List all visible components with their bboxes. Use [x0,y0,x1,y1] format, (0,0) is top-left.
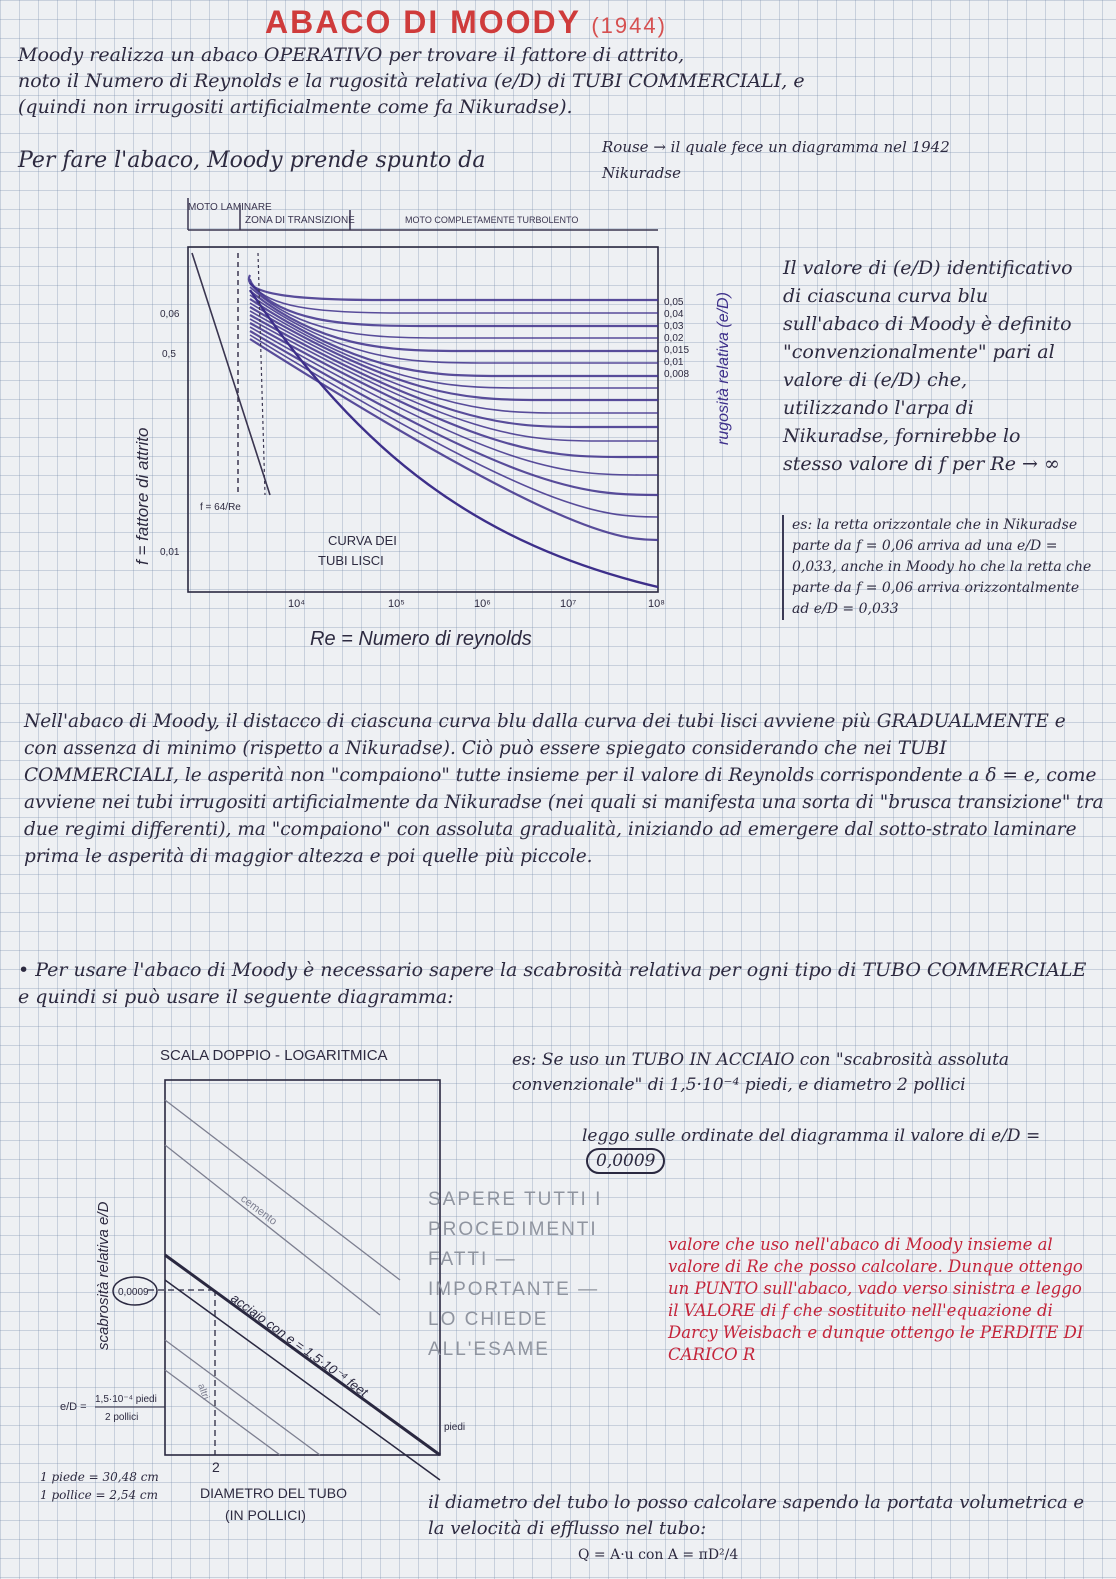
example2-text: es: Se uso un TUBO IN ACCIAIO con "scabrosità assoluta convenzionale" di 1,5·10⁻⁴ piedi, e diametro 2 pollici [512,1050,1010,1095]
moody-chart [100,195,780,665]
line-label-other: altri [195,1382,212,1402]
source-item-rouse: Rouse → il quale fece un diagramma nel 1942 [602,138,950,156]
region-laminar: MOTO LAMINARE [188,202,272,213]
smooth-label-1: CURVA DEI [328,533,397,548]
sources-list [602,134,950,186]
note-ed-definition: Il valore di (e/D) identificativo di ciascuna curva blu sull'abaco di Moody è definito "convenzionalmente" pari al valore di (e/D) che, utilizzando l'arpa di Nikuradse, fornirebbe lo stesso valore di f per Re → ∞ [783,257,1073,475]
blue-curve [249,275,658,300]
right-tick: 0,02 [664,333,684,344]
region-turbulent: MOTO COMPLETAMENTE TURBOLENTO [405,215,579,225]
x-tick-1e6: 10⁶ [474,598,491,610]
roughness-diagram [60,1040,466,1540]
unit-inch: 1 pollice = 2,54 cm [40,1488,159,1502]
y-tick-0-5: 0,5 [162,349,176,360]
blue-curve [250,283,658,326]
x-tick-1e4: 10⁴ [288,598,305,610]
paragraph-gradual-transition: Nell'abaco di Moody, il distacco di ciascuna curva blu dalla curva dei tubi lisci avviene più GRADUALMENTE e con assenza di minimo (rispetto a Nikuradse). Ciò può essere spiegato considerando che nei TUBI COMMERCIALI, le asperità non "compaiono" tutte insieme per il valore di Reynolds corrispondente a δ = e, come avviene nei tubi irrugositi artificialmente da Nikuradse (nei quali si manifesta una sorta di "brusca transizione" tra due regimi differenti), ma "compaiono" con assoluta gradualità, iniziando ad emergere dal sotto-strato laminare prima le asperità di maggior altezza e poi quelle più piccole. [24,711,1104,867]
blue-curves [249,275,658,587]
diagram-x-label-1: DIAMETRO DEL TUBO [200,1485,348,1501]
value-circle-text: 0,0009 [118,1287,149,1298]
smooth-label-2: TUBI LISCI [318,553,384,568]
right-tick: 0,05 [664,297,684,308]
right-ticks [664,297,689,380]
example2-value: 0,0009 [586,1148,665,1174]
formula-den: 2 pollici [105,1412,139,1423]
y-axis-label: f = fattore di attrito [133,427,152,565]
formula-lhs: e/D = [60,1401,87,1413]
source-item-nikuradse: Nikuradse [602,164,681,182]
right-axis-label: rugosità relativa (e/D) [715,292,732,445]
bottom-note [428,1490,1088,1568]
title-year: (1944) [591,13,667,38]
region-transition: ZONA DI TRANSIZIONE [245,215,355,226]
red-note: valore che uso nell'abaco di Moody insieme al valore di Re che posso calcolare. Dunque ottengo un PUNTO sull'abaco, vado verso sinistra e leggo il VALORE di f che sostituito nell'equazione di Darcy Weisbach e dunque ottengo le PERDITE DI CARICO R [668,1235,1084,1364]
unit-foot: 1 piede = 30,48 cm [40,1470,159,1484]
blue-curve [250,307,658,400]
diagram-x-label-2: (IN POLLICI) [225,1507,306,1523]
formula-num: 1,5·10⁻⁴ piedi [95,1394,157,1405]
line-label-piedi: piedi [444,1422,466,1433]
x-axis-label: Re = Numero di reynolds [310,628,532,650]
x-tick-1e7: 10⁷ [560,598,577,610]
intro-line-1: Moody realizza un abaco OPERATIVO per trovare il fattore di attrito, [18,44,685,66]
example-nikuradse: es: la retta orizzontale che in Nikuradse parte da f = 0,06 arriva ad una e/D = 0,033, anche in Moody ho che la retta che parte da f = 0,06 arriva orizzontalmente ad e/D = 0,033 [782,515,1092,620]
blue-curve [250,279,658,313]
right-tick: 0,008 [664,369,690,380]
intro-line-3: (quindi non irrugositi artificialmente come fa Nikuradse). [18,96,573,118]
x-tick-1e8: 10⁸ [648,598,665,610]
y-tick-0-06: 0,06 [160,309,180,320]
steel-line-outline [165,1280,440,1480]
y-tick-0-01: 0,01 [160,547,180,558]
unit-conversions [40,1468,159,1504]
right-tick: 0,01 [664,357,684,368]
diagram-y-label: scabrosità relativa e/D [95,1201,112,1350]
important-note: SAPERE TUTTI I PROCEDIMENTI FATTI — IMPORTANTE — LO CHIEDE ALL'ESAME [428,1189,603,1360]
right-tick: 0,015 [664,345,690,356]
line-label-acciaio: acciaio con e = 1,5·10⁻⁴ feet [228,1290,371,1400]
laminar-label: f = 64/Re [200,502,241,513]
page-title [265,4,667,41]
example-steel-pipe [512,1048,1072,1174]
source-text: Per fare l'abaco, Moody prende spunto da [18,148,486,173]
title-text: ABACO DI MOODY [265,4,581,40]
example2-read-row [582,1124,1072,1174]
paragraph-how-to-use: • Per usare l'abaco di Moody è necessario sapere la scabrosità relativa per ogni tipo di TUBO COMMERCIALE e quindi si può usare il seguente diagramma: [18,959,1087,1008]
bottom-note-text: il diametro del tubo lo posso calcolare sapendo la portata volumetrica e la velocità di efflusso nel tubo: [428,1492,1085,1539]
diagram-x-value: 2 [212,1459,220,1475]
line-label-cemento: cemento [238,1192,280,1228]
diagram-title: SCALA DOPPIO - LOGARITMICA [160,1047,388,1064]
blue-curve [250,323,658,457]
right-tick: 0,04 [664,309,684,320]
example2-read: leggo sulle ordinate del diagramma il valore di e/D = [582,1126,1041,1146]
intro-line-2: noto il Numero di Reynolds e la rugosità relativa (e/D) di TUBI COMMERCIALI, e [18,70,805,92]
bottom-note-formula: Q = A·u con A = πD²/4 [578,1547,739,1563]
intro-paragraph [18,42,1098,120]
right-tick: 0,03 [664,321,684,332]
x-tick-1e5: 10⁵ [388,598,405,610]
